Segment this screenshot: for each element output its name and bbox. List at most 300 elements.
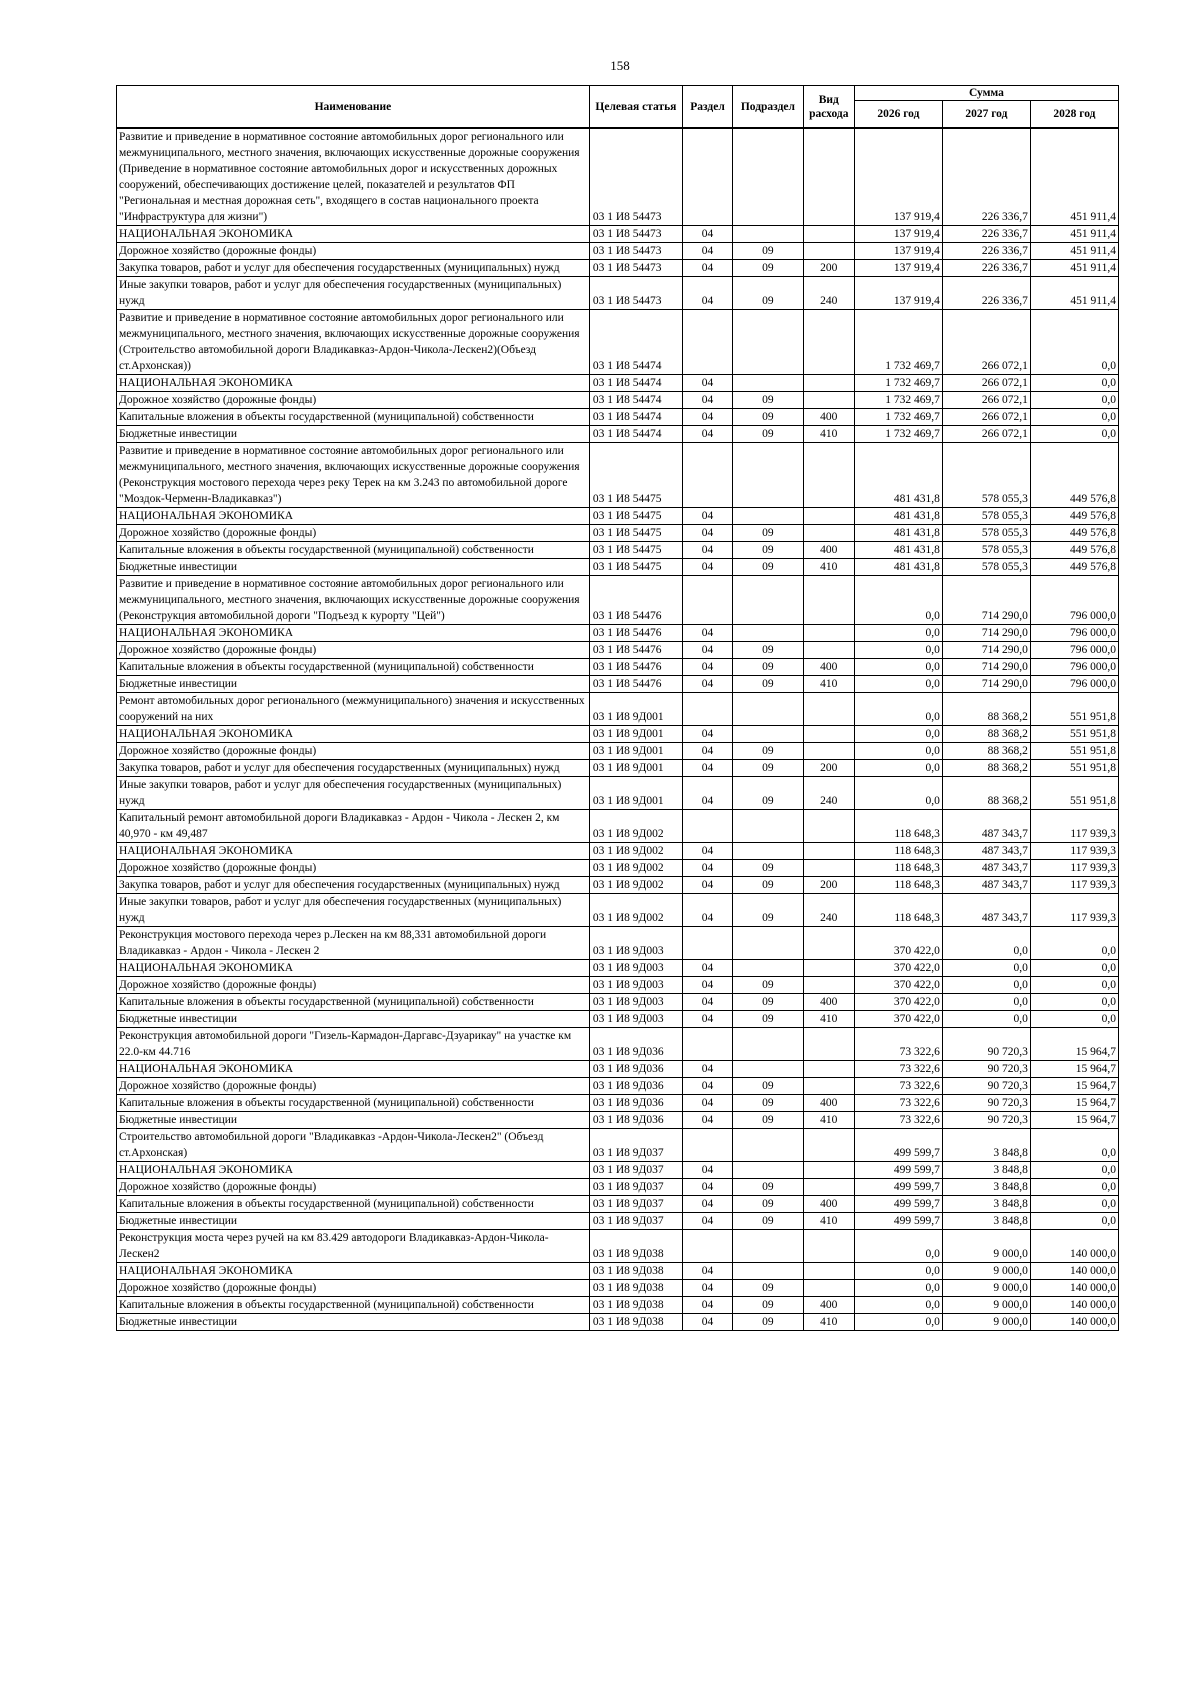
cell-target-article: 03 1 И8 9Д037 [589, 1196, 682, 1213]
cell-2026: 118 648,3 [854, 843, 942, 860]
cell-target-article: 03 1 И8 9Д002 [589, 860, 682, 877]
cell-2027: 487 343,7 [942, 894, 1030, 927]
cell-subsection: 09 [733, 243, 804, 260]
table-row [117, 508, 1119, 525]
cell-subsection: 09 [733, 260, 804, 277]
cell-2027: 714 290,0 [942, 659, 1030, 676]
cell-2026: 118 648,3 [854, 860, 942, 877]
cell-2027: 714 290,0 [942, 576, 1030, 625]
cell-name: Бюджетные инвестиции [117, 1011, 590, 1028]
cell-2026: 370 422,0 [854, 977, 942, 994]
cell-section: 04 [682, 659, 732, 676]
cell-target-article: 03 1 И8 54474 [589, 310, 682, 375]
cell-2026: 370 422,0 [854, 927, 942, 960]
cell-expense-type: 410 [803, 1314, 854, 1331]
table-body [117, 128, 1119, 1331]
cell-name: Развитие и приведение в нормативное состояние автомобильных дорог регионального или межмуниципального, местного значения, включающих искусственные дорожные сооружения (Реконструкция автомобильной дороги "Подъезд к курорту "Цей") [117, 576, 590, 625]
cell-2028: 451 911,4 [1030, 128, 1118, 226]
cell-name: НАЦИОНАЛЬНАЯ ЭКОНОМИКА [117, 625, 590, 642]
cell-name: Развитие и приведение в нормативное состояние автомобильных дорог регионального или межмуниципального, местного значения, включающих искусственные дорожные сооружения (Реконструкция мостового перехода через реку Терек на км 3.243 по автомобильной дороге "Моздок-Черменн-Владикавказ") [117, 443, 590, 508]
table-row [117, 726, 1119, 743]
cell-name: Строительство автомобильной дороги "Владикавказ -Ардон-Чикола-Лескен2" (Объезд ст.Архонская) [117, 1129, 590, 1162]
cell-subsection: 09 [733, 1179, 804, 1196]
cell-section: 04 [682, 559, 732, 576]
table-row [117, 1314, 1119, 1331]
cell-name: НАЦИОНАЛЬНАЯ ЭКОНОМИКА [117, 1162, 590, 1179]
cell-target-article: 03 1 И8 9Д038 [589, 1263, 682, 1280]
cell-target-article: 03 1 И8 54474 [589, 426, 682, 443]
cell-expense-type: 400 [803, 542, 854, 559]
cell-expense-type: 200 [803, 260, 854, 277]
cell-2028: 117 939,3 [1030, 860, 1118, 877]
cell-name: НАЦИОНАЛЬНАЯ ЭКОНОМИКА [117, 508, 590, 525]
cell-2027: 90 720,3 [942, 1028, 1030, 1061]
cell-target-article: 03 1 И8 54475 [589, 559, 682, 576]
cell-target-article: 03 1 И8 54474 [589, 409, 682, 426]
cell-target-article: 03 1 И8 9Д001 [589, 726, 682, 743]
table-row [117, 977, 1119, 994]
cell-2027: 714 290,0 [942, 642, 1030, 659]
cell-target-article: 03 1 И8 54476 [589, 576, 682, 625]
cell-name: Капитальные вложения в объекты государственной (муниципальной) собственности [117, 659, 590, 676]
cell-section [682, 1230, 732, 1263]
cell-section: 04 [682, 1078, 732, 1095]
cell-2027: 88 368,2 [942, 726, 1030, 743]
cell-target-article: 03 1 И8 54476 [589, 659, 682, 676]
cell-2026: 118 648,3 [854, 877, 942, 894]
table-row [117, 1095, 1119, 1112]
cell-name: Дорожное хозяйство (дорожные фонды) [117, 1078, 590, 1095]
cell-2028: 117 939,3 [1030, 810, 1118, 843]
cell-2027: 714 290,0 [942, 625, 1030, 642]
cell-2027: 487 343,7 [942, 860, 1030, 877]
cell-target-article: 03 1 И8 9Д038 [589, 1314, 682, 1331]
cell-2028: 117 939,3 [1030, 877, 1118, 894]
cell-name: Дорожное хозяйство (дорожные фонды) [117, 392, 590, 409]
cell-name: Иные закупки товаров, работ и услуг для обеспечения государственных (муниципальных) нужд [117, 277, 590, 310]
cell-expense-type: 400 [803, 994, 854, 1011]
cell-2026: 73 322,6 [854, 1112, 942, 1129]
cell-expense-type [803, 810, 854, 843]
cell-2027: 3 848,8 [942, 1213, 1030, 1230]
table-row [117, 243, 1119, 260]
cell-target-article: 03 1 И8 54474 [589, 392, 682, 409]
cell-expense-type [803, 576, 854, 625]
cell-2026: 0,0 [854, 726, 942, 743]
cell-subsection [733, 810, 804, 843]
cell-name: Дорожное хозяйство (дорожные фонды) [117, 743, 590, 760]
cell-subsection: 09 [733, 1011, 804, 1028]
cell-2026: 1 732 469,7 [854, 409, 942, 426]
cell-2028: 0,0 [1030, 310, 1118, 375]
header-name: Наименование [117, 86, 590, 129]
cell-subsection: 09 [733, 659, 804, 676]
cell-name: Реконструкция мостового перехода через р.Лескен на км 88,331 автомобильной дороги Владикавказ - Ардон - Чикола - Лескен 2 [117, 927, 590, 960]
cell-section: 04 [682, 392, 732, 409]
cell-name: Дорожное хозяйство (дорожные фонды) [117, 525, 590, 542]
cell-2027: 9 000,0 [942, 1230, 1030, 1263]
cell-name: Бюджетные инвестиции [117, 1112, 590, 1129]
cell-expense-type: 400 [803, 659, 854, 676]
cell-2026: 481 431,8 [854, 542, 942, 559]
cell-2026: 1 732 469,7 [854, 392, 942, 409]
cell-2028: 117 939,3 [1030, 843, 1118, 860]
cell-section: 04 [682, 1162, 732, 1179]
cell-expense-type [803, 1129, 854, 1162]
cell-2026: 481 431,8 [854, 508, 942, 525]
cell-2028: 0,0 [1030, 1196, 1118, 1213]
table-row [117, 260, 1119, 277]
cell-section: 04 [682, 894, 732, 927]
table-row [117, 375, 1119, 392]
cell-2026: 73 322,6 [854, 1095, 942, 1112]
cell-subsection [733, 1230, 804, 1263]
cell-2028: 0,0 [1030, 375, 1118, 392]
cell-2028: 551 951,8 [1030, 693, 1118, 726]
cell-expense-type: 410 [803, 1112, 854, 1129]
header-section: Раздел [682, 86, 732, 129]
cell-2028: 449 576,8 [1030, 525, 1118, 542]
cell-target-article: 03 1 И8 9Д003 [589, 977, 682, 994]
cell-subsection [733, 226, 804, 243]
cell-expense-type [803, 1263, 854, 1280]
cell-name: НАЦИОНАЛЬНАЯ ЭКОНОМИКА [117, 960, 590, 977]
table-row [117, 128, 1119, 226]
cell-subsection [733, 927, 804, 960]
cell-section: 04 [682, 1280, 732, 1297]
cell-name: Иные закупки товаров, работ и услуг для обеспечения государственных (муниципальных) нужд [117, 777, 590, 810]
cell-subsection: 09 [733, 877, 804, 894]
cell-subsection: 09 [733, 1280, 804, 1297]
cell-expense-type [803, 642, 854, 659]
cell-2028: 0,0 [1030, 927, 1118, 960]
cell-target-article: 03 1 И8 54473 [589, 226, 682, 243]
cell-section: 04 [682, 542, 732, 559]
cell-expense-type: 400 [803, 1196, 854, 1213]
cell-expense-type [803, 743, 854, 760]
table-row [117, 1061, 1119, 1078]
cell-section: 04 [682, 226, 732, 243]
cell-2027: 226 336,7 [942, 226, 1030, 243]
cell-name: Бюджетные инвестиции [117, 676, 590, 693]
table-row [117, 860, 1119, 877]
cell-subsection: 09 [733, 1196, 804, 1213]
cell-2026: 499 599,7 [854, 1129, 942, 1162]
cell-subsection: 09 [733, 392, 804, 409]
cell-2026: 73 322,6 [854, 1028, 942, 1061]
table-row [117, 392, 1119, 409]
cell-name: Развитие и приведение в нормативное состояние автомобильных дорог регионального или межмуниципального, местного значения, включающих искусственные дорожные сооружения (Приведение в нормативное состояние автомобильных дорог и искусственных дорожных сооружений, обеспечивающих достижение целей, показателей и результатов ФП "Региональная и местная дорожная сеть", входящего в состав национального проекта "Инфраструктура для жизни") [117, 128, 590, 226]
cell-expense-type [803, 693, 854, 726]
cell-name: Закупка товаров, работ и услуг для обеспечения государственных (муниципальных) нужд [117, 760, 590, 777]
cell-section [682, 1028, 732, 1061]
cell-2028: 140 000,0 [1030, 1314, 1118, 1331]
cell-2026: 0,0 [854, 760, 942, 777]
cell-2028: 451 911,4 [1030, 226, 1118, 243]
cell-2028: 15 964,7 [1030, 1095, 1118, 1112]
cell-section [682, 927, 732, 960]
cell-target-article: 03 1 И8 9Д036 [589, 1095, 682, 1112]
cell-target-article: 03 1 И8 9Д003 [589, 927, 682, 960]
cell-name: Ремонт автомобильных дорог регионального (межмуниципального) значения и искусственных сооружений на них [117, 693, 590, 726]
cell-subsection [733, 960, 804, 977]
cell-subsection [733, 375, 804, 392]
cell-name: Реконструкция моста через ручей на км 83.429 автодороги Владикавказ-Ардон-Чикола-Лескен2 [117, 1230, 590, 1263]
cell-section: 04 [682, 1112, 732, 1129]
table-row [117, 1230, 1119, 1263]
table-row [117, 676, 1119, 693]
cell-2026: 0,0 [854, 1280, 942, 1297]
cell-name: Капитальные вложения в объекты государственной (муниципальной) собственности [117, 1095, 590, 1112]
cell-2027: 226 336,7 [942, 128, 1030, 226]
cell-expense-type [803, 960, 854, 977]
cell-expense-type [803, 128, 854, 226]
cell-2026: 73 322,6 [854, 1061, 942, 1078]
cell-name: Дорожное хозяйство (дорожные фонды) [117, 860, 590, 877]
cell-section: 04 [682, 243, 732, 260]
cell-name: НАЦИОНАЛЬНАЯ ЭКОНОМИКА [117, 1061, 590, 1078]
cell-section [682, 443, 732, 508]
cell-2026: 0,0 [854, 676, 942, 693]
cell-name: Капитальные вложения в объекты государственной (муниципальной) собственности [117, 994, 590, 1011]
table-row [117, 226, 1119, 243]
cell-2027: 487 343,7 [942, 877, 1030, 894]
cell-target-article: 03 1 И8 9Д038 [589, 1297, 682, 1314]
cell-name: Дорожное хозяйство (дорожные фонды) [117, 1179, 590, 1196]
cell-2028: 117 939,3 [1030, 894, 1118, 927]
cell-2027: 266 072,1 [942, 310, 1030, 375]
cell-subsection: 09 [733, 994, 804, 1011]
cell-2027: 0,0 [942, 960, 1030, 977]
cell-section: 04 [682, 625, 732, 642]
cell-2027: 3 848,8 [942, 1162, 1030, 1179]
table-row [117, 843, 1119, 860]
table-row [117, 642, 1119, 659]
cell-target-article: 03 1 И8 54476 [589, 625, 682, 642]
cell-section: 04 [682, 860, 732, 877]
cell-target-article: 03 1 И8 9Д037 [589, 1129, 682, 1162]
cell-expense-type [803, 243, 854, 260]
cell-2028: 15 964,7 [1030, 1112, 1118, 1129]
cell-2026: 0,0 [854, 777, 942, 810]
cell-2026: 0,0 [854, 1314, 942, 1331]
table-row [117, 1162, 1119, 1179]
header-subsection: Подраздел [733, 86, 804, 129]
table-row [117, 960, 1119, 977]
cell-section: 04 [682, 977, 732, 994]
cell-2027: 266 072,1 [942, 375, 1030, 392]
cell-2028: 0,0 [1030, 409, 1118, 426]
table-row [117, 1196, 1119, 1213]
cell-2027: 487 343,7 [942, 810, 1030, 843]
cell-2026: 481 431,8 [854, 525, 942, 542]
cell-name: Капитальные вложения в объекты государственной (муниципальной) собственности [117, 542, 590, 559]
cell-target-article: 03 1 И8 9Д038 [589, 1230, 682, 1263]
cell-2028: 15 964,7 [1030, 1061, 1118, 1078]
cell-section: 04 [682, 260, 732, 277]
cell-name: Дорожное хозяйство (дорожные фонды) [117, 1280, 590, 1297]
header-year-2026: 2026 год [854, 101, 942, 129]
cell-2026: 137 919,4 [854, 243, 942, 260]
cell-2028: 0,0 [1030, 1011, 1118, 1028]
cell-2028: 0,0 [1030, 1162, 1118, 1179]
table-row [117, 1028, 1119, 1061]
table-row [117, 542, 1119, 559]
cell-2026: 137 919,4 [854, 226, 942, 243]
cell-2026: 73 322,6 [854, 1078, 942, 1095]
cell-subsection: 09 [733, 542, 804, 559]
cell-2028: 0,0 [1030, 1179, 1118, 1196]
cell-2026: 0,0 [854, 659, 942, 676]
cell-2028: 140 000,0 [1030, 1297, 1118, 1314]
cell-2027: 90 720,3 [942, 1078, 1030, 1095]
cell-target-article: 03 1 И8 9Д001 [589, 743, 682, 760]
cell-target-article: 03 1 И8 9Д037 [589, 1179, 682, 1196]
cell-2026: 481 431,8 [854, 559, 942, 576]
cell-2027: 226 336,7 [942, 243, 1030, 260]
cell-section: 04 [682, 760, 732, 777]
cell-2027: 88 368,2 [942, 777, 1030, 810]
cell-name: Развитие и приведение в нормативное состояние автомобильных дорог регионального или межмуниципального, местного значения, включающих искусственные дорожные сооружения (Строительство автомобильной дороги Владикавказ-Ардон-Чикола-Лескен2)(Объезд ст.Архонская)) [117, 310, 590, 375]
cell-2026: 499 599,7 [854, 1196, 942, 1213]
cell-subsection [733, 625, 804, 642]
cell-2028: 796 000,0 [1030, 625, 1118, 642]
cell-section: 04 [682, 877, 732, 894]
cell-2027: 578 055,3 [942, 508, 1030, 525]
table-row [117, 693, 1119, 726]
cell-expense-type: 240 [803, 777, 854, 810]
cell-target-article: 03 1 И8 54473 [589, 128, 682, 226]
cell-2027: 90 720,3 [942, 1095, 1030, 1112]
cell-target-article: 03 1 И8 54475 [589, 525, 682, 542]
cell-expense-type: 400 [803, 409, 854, 426]
cell-2028: 0,0 [1030, 960, 1118, 977]
cell-2027: 226 336,7 [942, 277, 1030, 310]
cell-2028: 449 576,8 [1030, 508, 1118, 525]
cell-expense-type [803, 726, 854, 743]
cell-target-article: 03 1 И8 9Д037 [589, 1213, 682, 1230]
cell-target-article: 03 1 И8 9Д001 [589, 760, 682, 777]
cell-target-article: 03 1 И8 9Д003 [589, 994, 682, 1011]
table-row [117, 409, 1119, 426]
cell-expense-type [803, 1078, 854, 1095]
cell-2028: 140 000,0 [1030, 1263, 1118, 1280]
cell-expense-type: 410 [803, 1213, 854, 1230]
cell-subsection: 09 [733, 426, 804, 443]
cell-2028: 451 911,4 [1030, 277, 1118, 310]
cell-2028: 0,0 [1030, 392, 1118, 409]
cell-expense-type [803, 1162, 854, 1179]
table-row [117, 559, 1119, 576]
cell-expense-type: 410 [803, 676, 854, 693]
cell-2027: 90 720,3 [942, 1112, 1030, 1129]
cell-2026: 0,0 [854, 693, 942, 726]
table-row [117, 1280, 1119, 1297]
cell-2027: 0,0 [942, 927, 1030, 960]
cell-2026: 137 919,4 [854, 260, 942, 277]
cell-2026: 137 919,4 [854, 128, 942, 226]
cell-target-article: 03 1 И8 54475 [589, 443, 682, 508]
cell-expense-type: 400 [803, 1297, 854, 1314]
cell-subsection [733, 843, 804, 860]
cell-section: 04 [682, 726, 732, 743]
cell-expense-type: 200 [803, 760, 854, 777]
cell-subsection [733, 1061, 804, 1078]
cell-2027: 0,0 [942, 994, 1030, 1011]
cell-subsection: 09 [733, 642, 804, 659]
cell-name: НАЦИОНАЛЬНАЯ ЭКОНОМИКА [117, 375, 590, 392]
cell-subsection: 09 [733, 1314, 804, 1331]
table-row [117, 927, 1119, 960]
cell-expense-type [803, 1061, 854, 1078]
cell-target-article: 03 1 И8 9Д038 [589, 1280, 682, 1297]
table-row [117, 1263, 1119, 1280]
cell-section: 04 [682, 1061, 732, 1078]
header-sum: Сумма [854, 86, 1118, 101]
cell-expense-type: 410 [803, 426, 854, 443]
cell-target-article: 03 1 И8 54476 [589, 676, 682, 693]
cell-expense-type: 240 [803, 277, 854, 310]
table-row [117, 894, 1119, 927]
table-row [117, 576, 1119, 625]
cell-2027: 88 368,2 [942, 743, 1030, 760]
cell-subsection: 09 [733, 1078, 804, 1095]
table-row [117, 1129, 1119, 1162]
cell-subsection [733, 1162, 804, 1179]
header-target-article: Целевая статья [589, 86, 682, 129]
cell-target-article: 03 1 И8 54473 [589, 260, 682, 277]
cell-2028: 449 576,8 [1030, 542, 1118, 559]
cell-name: Бюджетные инвестиции [117, 1314, 590, 1331]
cell-2028: 449 576,8 [1030, 559, 1118, 576]
cell-expense-type [803, 1028, 854, 1061]
cell-expense-type: 200 [803, 877, 854, 894]
table-row [117, 1213, 1119, 1230]
cell-expense-type [803, 1280, 854, 1297]
cell-2026: 1 732 469,7 [854, 375, 942, 392]
cell-2027: 226 336,7 [942, 260, 1030, 277]
cell-target-article: 03 1 И8 9Д003 [589, 960, 682, 977]
cell-2026: 370 422,0 [854, 994, 942, 1011]
cell-expense-type: 410 [803, 1011, 854, 1028]
cell-2027: 266 072,1 [942, 392, 1030, 409]
cell-target-article: 03 1 И8 9Д001 [589, 693, 682, 726]
cell-2027: 578 055,3 [942, 559, 1030, 576]
cell-subsection [733, 726, 804, 743]
cell-2027: 3 848,8 [942, 1179, 1030, 1196]
cell-subsection: 09 [733, 777, 804, 810]
cell-2027: 3 848,8 [942, 1129, 1030, 1162]
cell-subsection [733, 443, 804, 508]
table-row [117, 659, 1119, 676]
cell-section: 04 [682, 1196, 732, 1213]
cell-2028: 796 000,0 [1030, 642, 1118, 659]
cell-2027: 266 072,1 [942, 409, 1030, 426]
cell-2027: 9 000,0 [942, 1314, 1030, 1331]
table-row [117, 426, 1119, 443]
cell-target-article: 03 1 И8 9Д037 [589, 1162, 682, 1179]
cell-2028: 0,0 [1030, 977, 1118, 994]
cell-2027: 3 848,8 [942, 1196, 1030, 1213]
table-row [117, 625, 1119, 642]
cell-subsection: 09 [733, 409, 804, 426]
cell-target-article: 03 1 И8 9Д001 [589, 777, 682, 810]
cell-section: 04 [682, 525, 732, 542]
cell-expense-type [803, 525, 854, 542]
table-row [117, 1179, 1119, 1196]
cell-2027: 578 055,3 [942, 443, 1030, 508]
cell-name: Закупка товаров, работ и услуг для обеспечения государственных (муниципальных) нужд [117, 260, 590, 277]
